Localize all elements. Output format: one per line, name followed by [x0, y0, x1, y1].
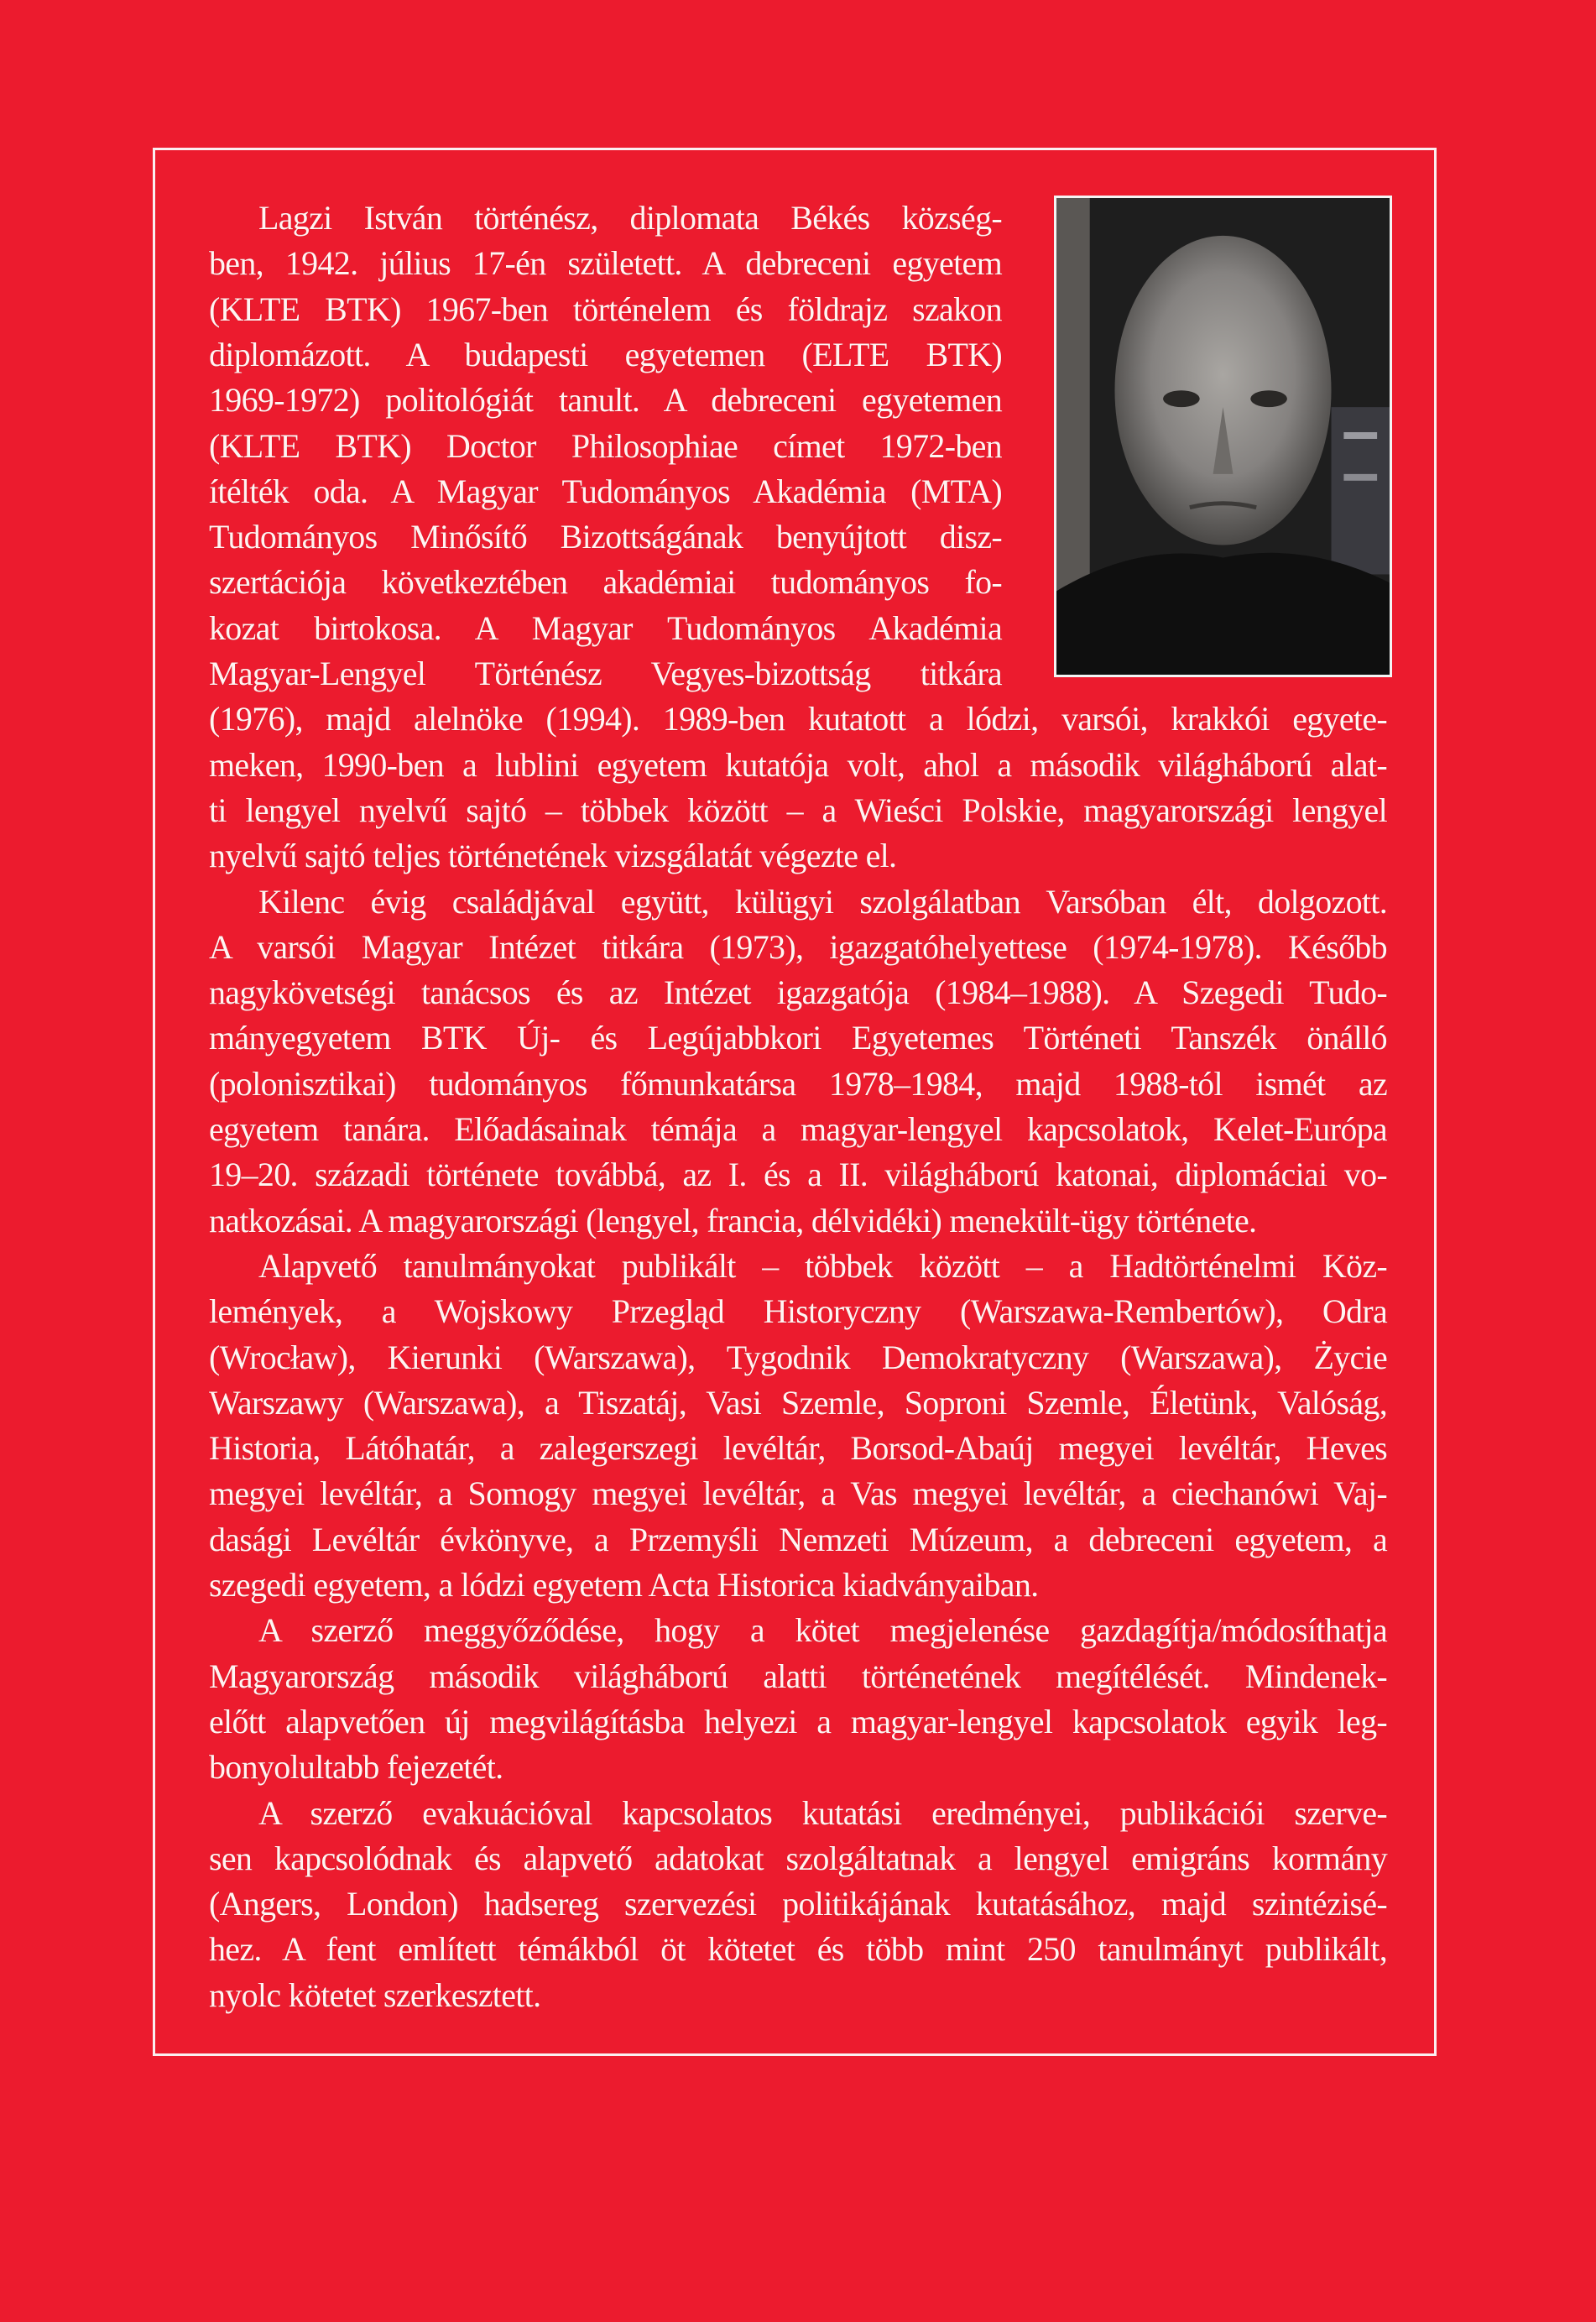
text-line: szegedi egyetem, a lódzi egyetem Acta Historica kiadványaiban. — [209, 1566, 1039, 1604]
text-line: A szerző evakuációval kapcsolatos kutatási eredményei, publikációi szerve- — [258, 1793, 1387, 1832]
text-line: meken, 1990-ben a lublini egyetem kutatója volt, ahol a második világháború alat- — [209, 745, 1387, 784]
text-line: (KLTE BTK) Doctor Philosophiae címet 1972-ben — [209, 426, 1002, 465]
text-line: sen kapcsolódnak és alapvető adatokat szolgáltatnak a lengyel emigráns kormány — [209, 1839, 1387, 1877]
text-line: lemények, a Wojskowy Przegląd Historyczny (Warszawa-Rembertów), Odra — [209, 1292, 1387, 1331]
text-line: ítélték oda. A Magyar Tudományos Akadémia (MTA) — [209, 472, 1002, 510]
text-line: megyei levéltár, a Somogy megyei levéltár, a Vas megyei levéltár, a ciechanówi Vaj- — [209, 1474, 1387, 1513]
text-line: hez. A fent említett témákból öt kötetet és több mint 250 tanulmányt publikált, — [209, 1930, 1387, 1969]
text-line: (polonisztikai) tudományos főmunkatársa 1978–1984, majd 1988-tól ismét az — [209, 1064, 1387, 1103]
text-line: ti lengyel nyelvű sajtó – többek között – a Wieści Polskie, magyarországi lengyel — [209, 791, 1387, 829]
text-line: (Wrocław), Kierunki (Warszawa), Tygodnik Demokratyczny (Warszawa), Życie — [209, 1338, 1387, 1376]
text-line: A varsói Magyar Intézet titkára (1973), igazgatóhelyettese (1974-1978). Később — [209, 927, 1387, 966]
text-line: natkozásai. A magyarországi (lengyel, francia, délvidéki) menekült-ügy története. — [209, 1201, 1257, 1239]
text-line: szertációja következtében akadémiai tudományos fo- — [209, 563, 1002, 602]
text-line: Magyarország második világháború alatti történetének megítélését. Mindenek- — [209, 1657, 1387, 1695]
text-line: bonyolultabb fejezetét. — [209, 1748, 503, 1787]
text-line: Kilenc évig családjával együtt, külügyi szolgálatban Varsóban élt, dolgozott. — [258, 882, 1387, 921]
text-line: 19–20. századi története továbbá, az I. és a II. világháború katonai, diplomáciai vo- — [209, 1156, 1387, 1194]
text-line: Magyar-Lengyel Történész Vegyes-bizottság titkára — [209, 655, 1002, 692]
text-line: (KLTE BTK) 1967-ben történelem és földrajz szakon — [209, 290, 1002, 328]
text-line: (Angers, London) hadsereg szervezési politikájának kutatásához, majd szintézisé- — [209, 1885, 1387, 1923]
text-line: Warszawy (Warszawa), a Tiszatáj, Vasi Szemle, Soproni Szemle, Életünk, Valóság, — [209, 1383, 1387, 1422]
text-line: 1969-1972) politológiát tanult. A debreceni egyetemen — [209, 381, 1002, 420]
text-line: Historia, Látóhatár, a zalegerszegi levéltár, Borsod-Abaúj megyei levéltár, Heves — [209, 1429, 1387, 1468]
text-line: ben, 1942. július 17-én született. A debreceni egyetem — [209, 244, 1002, 283]
text-line: mányegyetem BTK Új- és Legújabbkori Egyetemes Történeti Tanszék önálló — [209, 1019, 1387, 1057]
text-line: egyetem tanára. Előadásainak témája a magyar-lengyel kapcsolatok, Kelet-Európa — [209, 1110, 1387, 1148]
text-line: Tudományos Minősítő Bizottságának benyújtott disz- — [209, 518, 1002, 556]
text-line: nagykövetségi tanácsos és az Intézet igazgatója (1984–1988). A Szegedi Tudo- — [209, 973, 1387, 1012]
text-line: kozat birtokosa. A Magyar Tudományos Akadémia — [209, 608, 1002, 647]
text-line: diplomázott. A budapesti egyetemen (ELTE BTK) — [209, 335, 1002, 373]
author-photo — [1054, 196, 1392, 677]
text-line: Lagzi István történész, diplomata Békés község- — [258, 199, 1002, 237]
text-line: dasági Levéltár évkönyve, a Przemyśli Nemzeti Múzeum, a debreceni egyetem, a — [209, 1520, 1387, 1558]
text-line: A szerző meggyőződése, hogy a kötet megjelenése gazdagítja/módosíthatja — [258, 1611, 1387, 1650]
text-line: nyelvű sajtó teljes történetének vizsgálatát végezte el. — [209, 837, 897, 875]
text-line: Alapvető tanulmányokat publikált – többek között – a Hadtörténelmi Köz- — [258, 1246, 1387, 1285]
text-line: nyolc kötetet szerkesztett. — [209, 1975, 541, 2014]
text-line: (1976), majd alelnöke (1994). 1989-ben kutatott a lódzi, varsói, krakkói egyete- — [209, 700, 1387, 738]
text-line: előtt alapvetően új megvilágításba helyezi a magyar-lengyel kapcsolatok egyik leg- — [209, 1702, 1387, 1740]
